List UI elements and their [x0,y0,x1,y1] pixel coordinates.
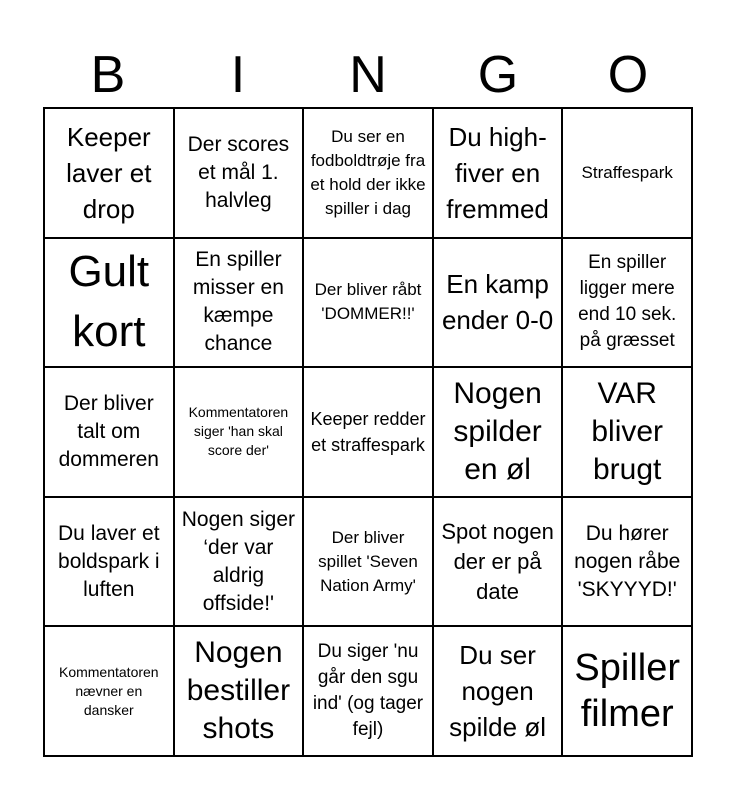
header-letter-i: I [230,46,246,104]
bingo-cell[interactable] [562,497,692,627]
bingo-cell-text: Gult kort [68,247,150,357]
bingo-cell-text: Du hører nogen råbe 'SKYYYD!' [574,521,681,601]
bingo-grid [43,107,693,757]
bingo-cell[interactable] [303,497,433,627]
bingo-cell[interactable] [433,367,563,497]
bingo-cell-text: VAR bliver brugt [591,376,664,486]
bingo-cell-text: Du ser en fodboldtrøje fra et hold der ikke spiller i dag [310,126,426,218]
header-letter-n: N [349,46,387,104]
bingo-cell[interactable] [174,497,304,627]
bingo-cell-text: En spiller ligger mere end 10 sek. på græsset [578,252,677,352]
bingo-cell[interactable] [174,108,304,238]
bingo-cell[interactable] [44,238,174,368]
bingo-cell[interactable] [44,108,174,238]
bingo-cell-text: Nogen bestiller shots [186,636,291,746]
bingo-cell-text: Straffespark [581,162,673,182]
bingo-cell[interactable] [433,238,563,368]
bingo-cell[interactable] [562,238,692,368]
bingo-cell-text: Du ser nogen spilde øl [449,640,546,743]
bingo-cell[interactable] [44,497,174,627]
bingo-cell[interactable] [433,626,563,756]
bingo-cell-text: Nogen siger ‘der var aldrig offside!' [181,507,295,615]
bingo-cell-text: Der bliver råbt 'DOMMER!!' [314,280,422,324]
bingo-cell[interactable] [174,626,304,756]
bingo-cell-text: Der bliver spillet 'Seven Nation Army' [318,527,418,595]
bingo-cell-text: Der bliver talt om dommeren [58,391,159,471]
bingo-cell[interactable] [562,626,692,756]
header-letter-g: G [477,46,519,104]
bingo-header [43,40,693,110]
bingo-cell[interactable] [303,626,433,756]
bingo-cell[interactable] [303,367,433,497]
bingo-cell[interactable] [433,497,563,627]
bingo-cell-text: Du laver et boldspark i luften [58,521,160,601]
bingo-cell[interactable] [44,626,174,756]
bingo-cell-text: Spot nogen der er på date [441,518,554,604]
bingo-cell-text: Spiller filmer [574,647,680,736]
bingo-cell[interactable] [44,367,174,497]
bingo-cell[interactable] [562,108,692,238]
bingo-cell[interactable] [562,367,692,497]
header-letter-b: B [90,46,126,104]
bingo-cell[interactable] [174,238,304,368]
header-letter-o: O [607,46,649,104]
bingo-cell-text: En kamp ender 0-0 [441,269,554,336]
bingo-cell-text: En spiller misser en kæmpe chance [192,248,284,356]
bingo-cell-text: Der scores et mål 1. halvleg [187,132,290,212]
bingo-cell[interactable] [433,108,563,238]
bingo-cell-text: Kommentatoren siger 'han skal score der' [188,404,289,459]
bingo-cell-text: Du siger 'nu går den sgu ind' (og tager fejl) [312,641,424,741]
bingo-cell-text: Du high-fiver en fremmed [446,121,549,224]
bingo-cell-text: Keeper laver et drop [66,121,152,224]
bingo-cell-text: Kommentatoren nævner en dansker [58,663,159,718]
bingo-cell[interactable] [174,367,304,497]
bingo-cell-text: Nogen spilder en øl [453,376,542,486]
bingo-cell-text: Keeper redder et straffespark [310,408,426,455]
bingo-cell[interactable] [303,238,433,368]
bingo-cell[interactable] [303,108,433,238]
